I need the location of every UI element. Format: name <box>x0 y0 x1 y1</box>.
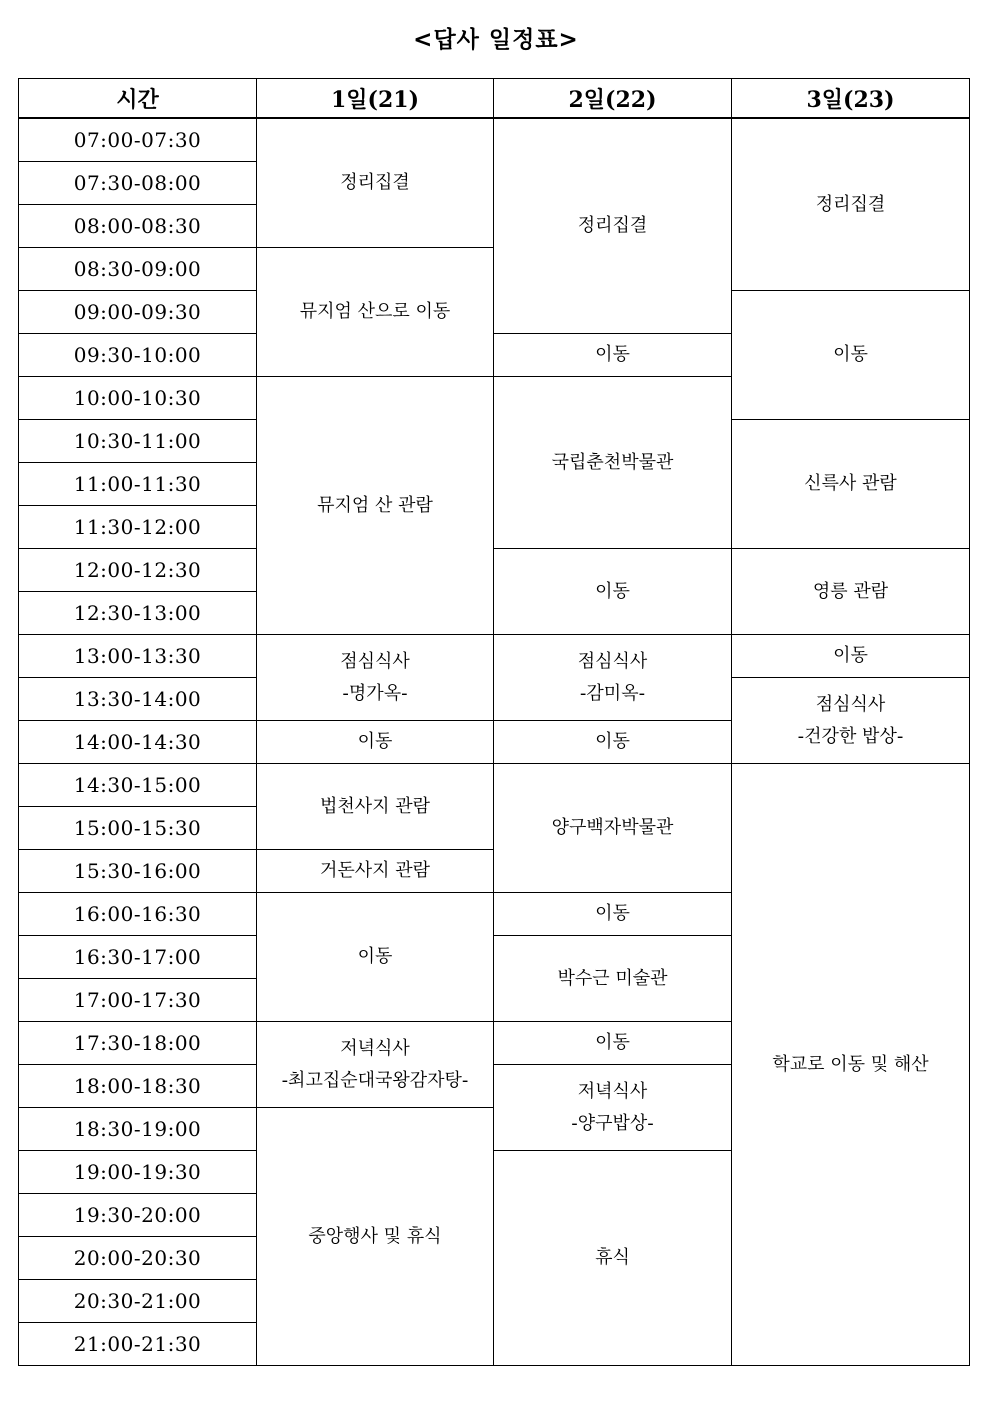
day2-move-5: 이동 <box>494 1022 732 1065</box>
time-slot: 10:00-10:30 <box>19 377 257 420</box>
table-row <box>19 635 970 678</box>
time-slot: 19:30-20:00 <box>19 1194 257 1237</box>
day3-assemble: 정리집결 <box>732 118 970 291</box>
time-slot: 08:00-08:30 <box>19 205 257 248</box>
day2-lunch-label: 점심식사 <box>577 650 648 672</box>
day2-move-4: 이동 <box>494 893 732 936</box>
table-row <box>19 549 970 592</box>
day3-lunch-label: 점심식사 <box>815 693 886 715</box>
day2-move-2: 이동 <box>494 549 732 635</box>
time-slot: 18:30-19:00 <box>19 1108 257 1151</box>
time-slot: 20:30-21:00 <box>19 1280 257 1323</box>
time-slot: 09:00-09:30 <box>19 291 257 334</box>
day3-move-1: 이동 <box>732 291 970 420</box>
day2-assemble: 정리집결 <box>494 118 732 334</box>
time-slot: 07:00-07:30 <box>19 118 257 162</box>
day2-rest: 휴식 <box>494 1151 732 1366</box>
day1-lunch-place: -명가옥- <box>342 682 408 704</box>
day1-beopcheonsa: 법천사지 관람 <box>257 764 494 850</box>
table-row <box>19 764 970 807</box>
day3-lunch <box>732 678 970 764</box>
day1-dinner <box>257 1022 494 1108</box>
page-title: <답사 일정표> <box>413 27 579 53</box>
day2-parksoogeun: 박수근 미술관 <box>494 936 732 1022</box>
time-slot: 11:30-12:00 <box>19 506 257 549</box>
header-row <box>19 79 970 119</box>
header-day1: 1일(21) <box>257 79 494 119</box>
day3-yeongneung: 영릉 관람 <box>732 549 970 635</box>
day2-chuncheon-museum: 국립춘천박물관 <box>494 377 732 549</box>
header-day2: 2일(22) <box>494 79 732 119</box>
time-slot: 17:00-17:30 <box>19 979 257 1022</box>
day1-lunch-label: 점심식사 <box>340 650 410 672</box>
day2-lunch <box>494 635 732 721</box>
day2-lunch-place: -감미옥- <box>579 682 646 704</box>
time-slot: 12:30-13:00 <box>19 592 257 635</box>
day3-move-2: 이동 <box>732 635 970 678</box>
day1-museum-san-tour: 뮤지엄 산 관람 <box>257 377 494 635</box>
day1-event-rest: 중앙행사 및 휴식 <box>257 1108 494 1366</box>
day3-lunch-place: -건강한 밥상- <box>797 725 904 747</box>
time-slot: 19:00-19:30 <box>19 1151 257 1194</box>
day1-move-to-museum: 뮤지엄 산으로 이동 <box>257 248 494 377</box>
time-slot: 16:00-16:30 <box>19 893 257 936</box>
day2-move-3: 이동 <box>494 721 732 764</box>
time-slot: 14:00-14:30 <box>19 721 257 764</box>
time-slot: 13:30-14:00 <box>19 678 257 721</box>
time-slot: 21:00-21:30 <box>19 1323 257 1366</box>
time-slot: 12:00-12:30 <box>19 549 257 592</box>
schedule-table <box>18 78 970 1366</box>
day2-dinner-label: 저녁식사 <box>577 1080 648 1102</box>
day3-silleuksa: 신륵사 관람 <box>732 420 970 549</box>
time-slot: 10:30-11:00 <box>19 420 257 463</box>
day1-geodonsa: 거돈사지 관람 <box>257 850 494 893</box>
time-slot: 18:00-18:30 <box>19 1065 257 1108</box>
day1-dinner-label: 저녁식사 <box>340 1037 410 1059</box>
day1-move-1: 이동 <box>257 721 494 764</box>
header-time: 시간 <box>19 79 257 119</box>
time-slot: 07:30-08:00 <box>19 162 257 205</box>
time-slot: 17:30-18:00 <box>19 1022 257 1065</box>
day2-yanggu-museum: 양구백자박물관 <box>494 764 732 893</box>
time-slot: 09:30-10:00 <box>19 334 257 377</box>
day2-dinner <box>494 1065 732 1151</box>
day2-move-1: 이동 <box>494 334 732 377</box>
day3-return: 학교로 이동 및 해산 <box>732 764 970 1366</box>
time-slot: 20:00-20:30 <box>19 1237 257 1280</box>
time-slot: 14:30-15:00 <box>19 764 257 807</box>
time-slot: 16:30-17:00 <box>19 936 257 979</box>
time-slot: 11:00-11:30 <box>19 463 257 506</box>
day1-lunch <box>257 635 494 721</box>
day2-dinner-place: -양구밥상- <box>571 1112 654 1134</box>
time-slot: 15:00-15:30 <box>19 807 257 850</box>
day1-dinner-place: -최고집순대국왕감자탕- <box>281 1069 469 1091</box>
time-slot: 13:00-13:30 <box>19 635 257 678</box>
day1-move-2: 이동 <box>257 893 494 1022</box>
time-slot: 08:30-09:00 <box>19 248 257 291</box>
time-slot: 15:30-16:00 <box>19 850 257 893</box>
header-day3: 3일(23) <box>732 79 970 119</box>
day1-assemble: 정리집결 <box>257 118 494 248</box>
table-row <box>19 118 970 162</box>
